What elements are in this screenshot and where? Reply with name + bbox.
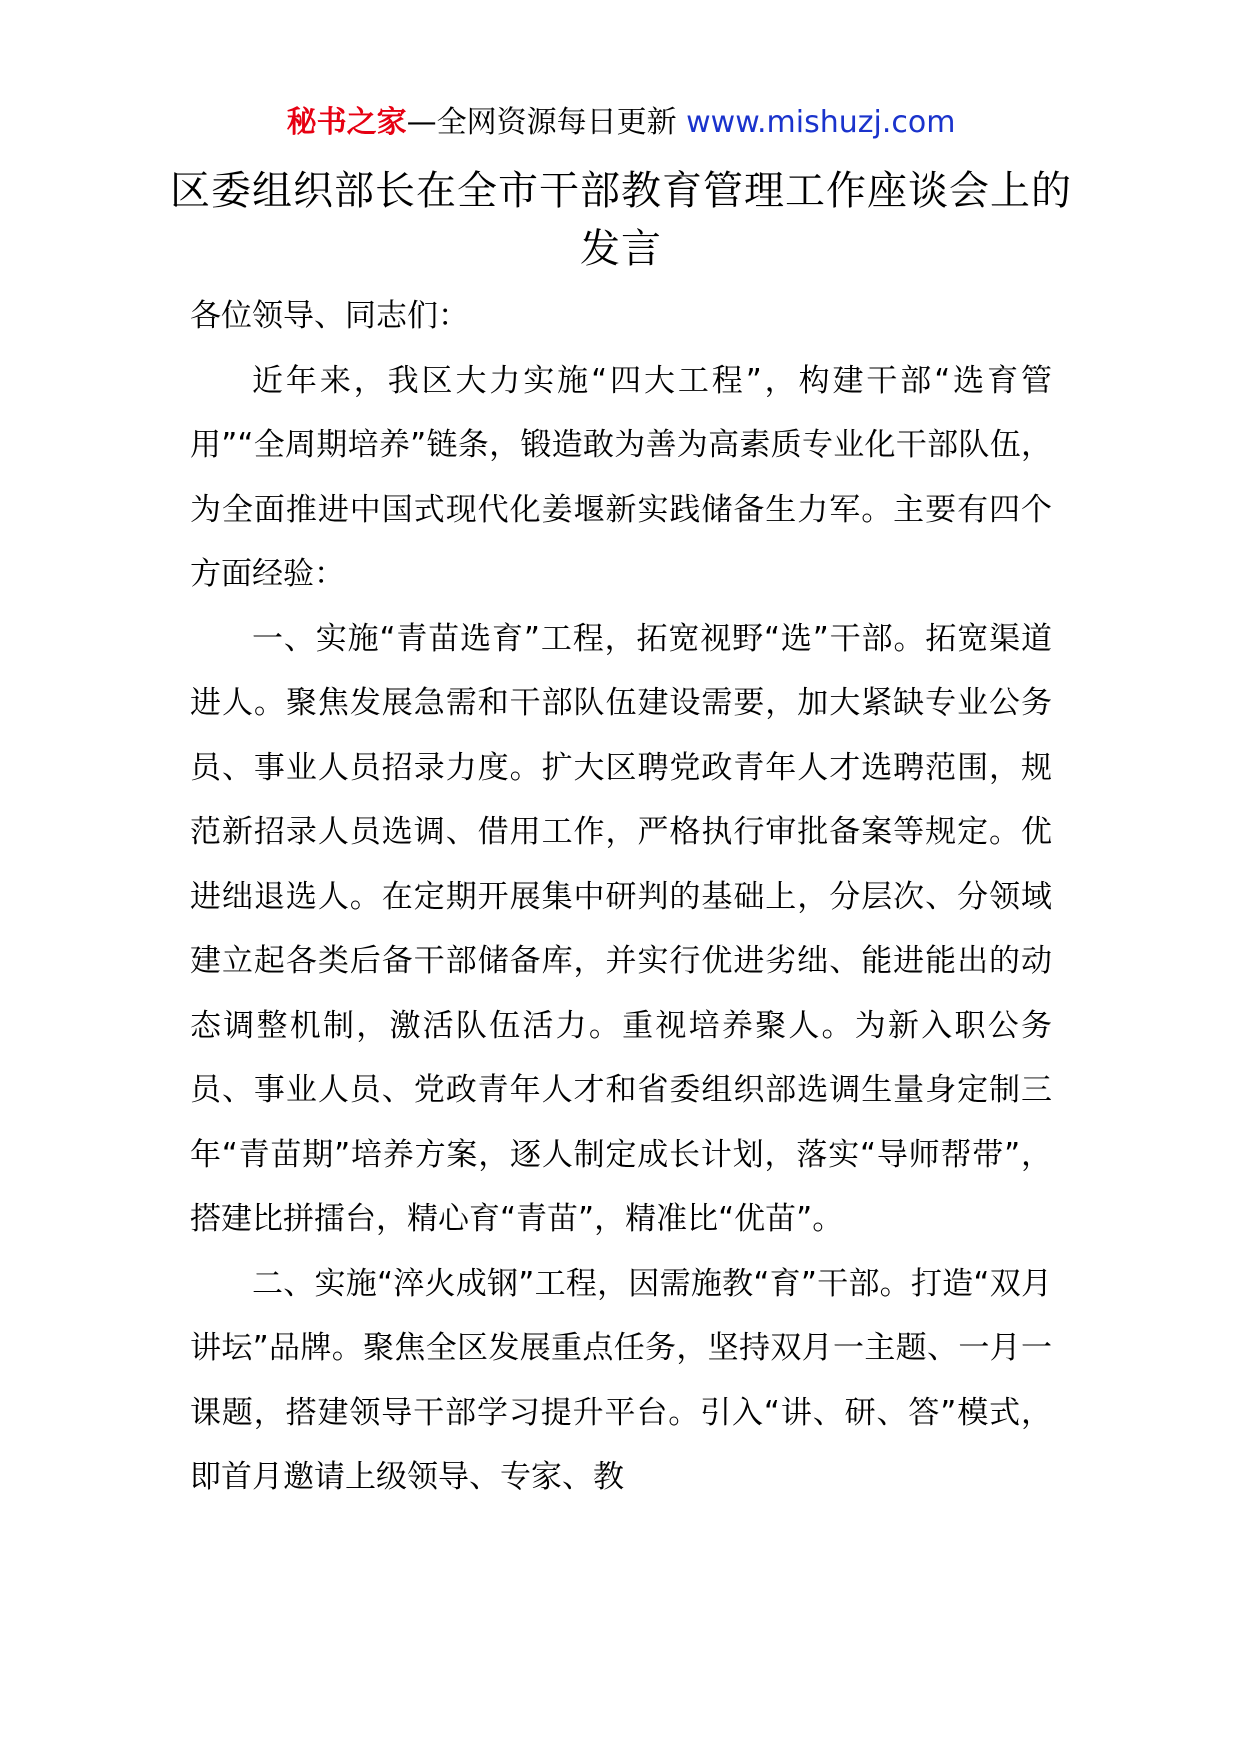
site-url[interactable]: www.mishuzj.com	[686, 105, 956, 140]
paragraph-section-2: 二、实施“淬火成钢”工程，因需施教“育”干部。打造“双月讲坛”品牌。聚焦全区发展重点任务，坚持双月一主题、一月一课题，搭建领导干部学习提升平台。引入“讲、研、答”模式，即首月邀请上级领导、专家、教	[190, 1265, 1052, 1495]
salutation: 各位领导、同志们：	[190, 298, 469, 334]
brand-name: 秘书之家	[286, 105, 407, 140]
watermark-header	[150, 100, 1092, 146]
paragraph-intro: 近年来，我区大力实施“四大工程”，构建干部“选育管用”“全周期培养”链条，锻造敢为善为高素质专业化干部队伍，为全面推进中国式现代化姜堰新实践储备生力军。主要有四个方面经验：	[190, 362, 1052, 592]
document-page	[170, 100, 1072, 1510]
document-title: 区委组织部长在全市干部教育管理工作座谈会上的发言	[170, 168, 1072, 272]
header-slogan: —全网资源每日更新	[406, 105, 687, 140]
paragraph-section-1: 一、实施“青苗选育”工程，拓宽视野“选”干部。拓宽渠道进人。聚焦发展急需和干部队伍建设需要，加大紧缺专业公务员、事业人员招录力度。扩大区聘党政青年人才选聘范围，规范新招录人员选调、借用工作，严格执行审批备案等规定。优进绌退选人。在定期开展集中研判的基础上，分层次、分领域建立起各类后备干部储备库，并实行优进劣绌、能进能出的动态调整机制，激活队伍活力。重视培养聚人。为新入职公务员、事业人员、党政青年人才和省委组织部选调生量身定制三年“青苗期”培养方案，逐人制定成长计划，落实“导师帮带”，搭建比拼擂台，精心育“青苗”，精准比“优苗”。	[190, 620, 1052, 1237]
